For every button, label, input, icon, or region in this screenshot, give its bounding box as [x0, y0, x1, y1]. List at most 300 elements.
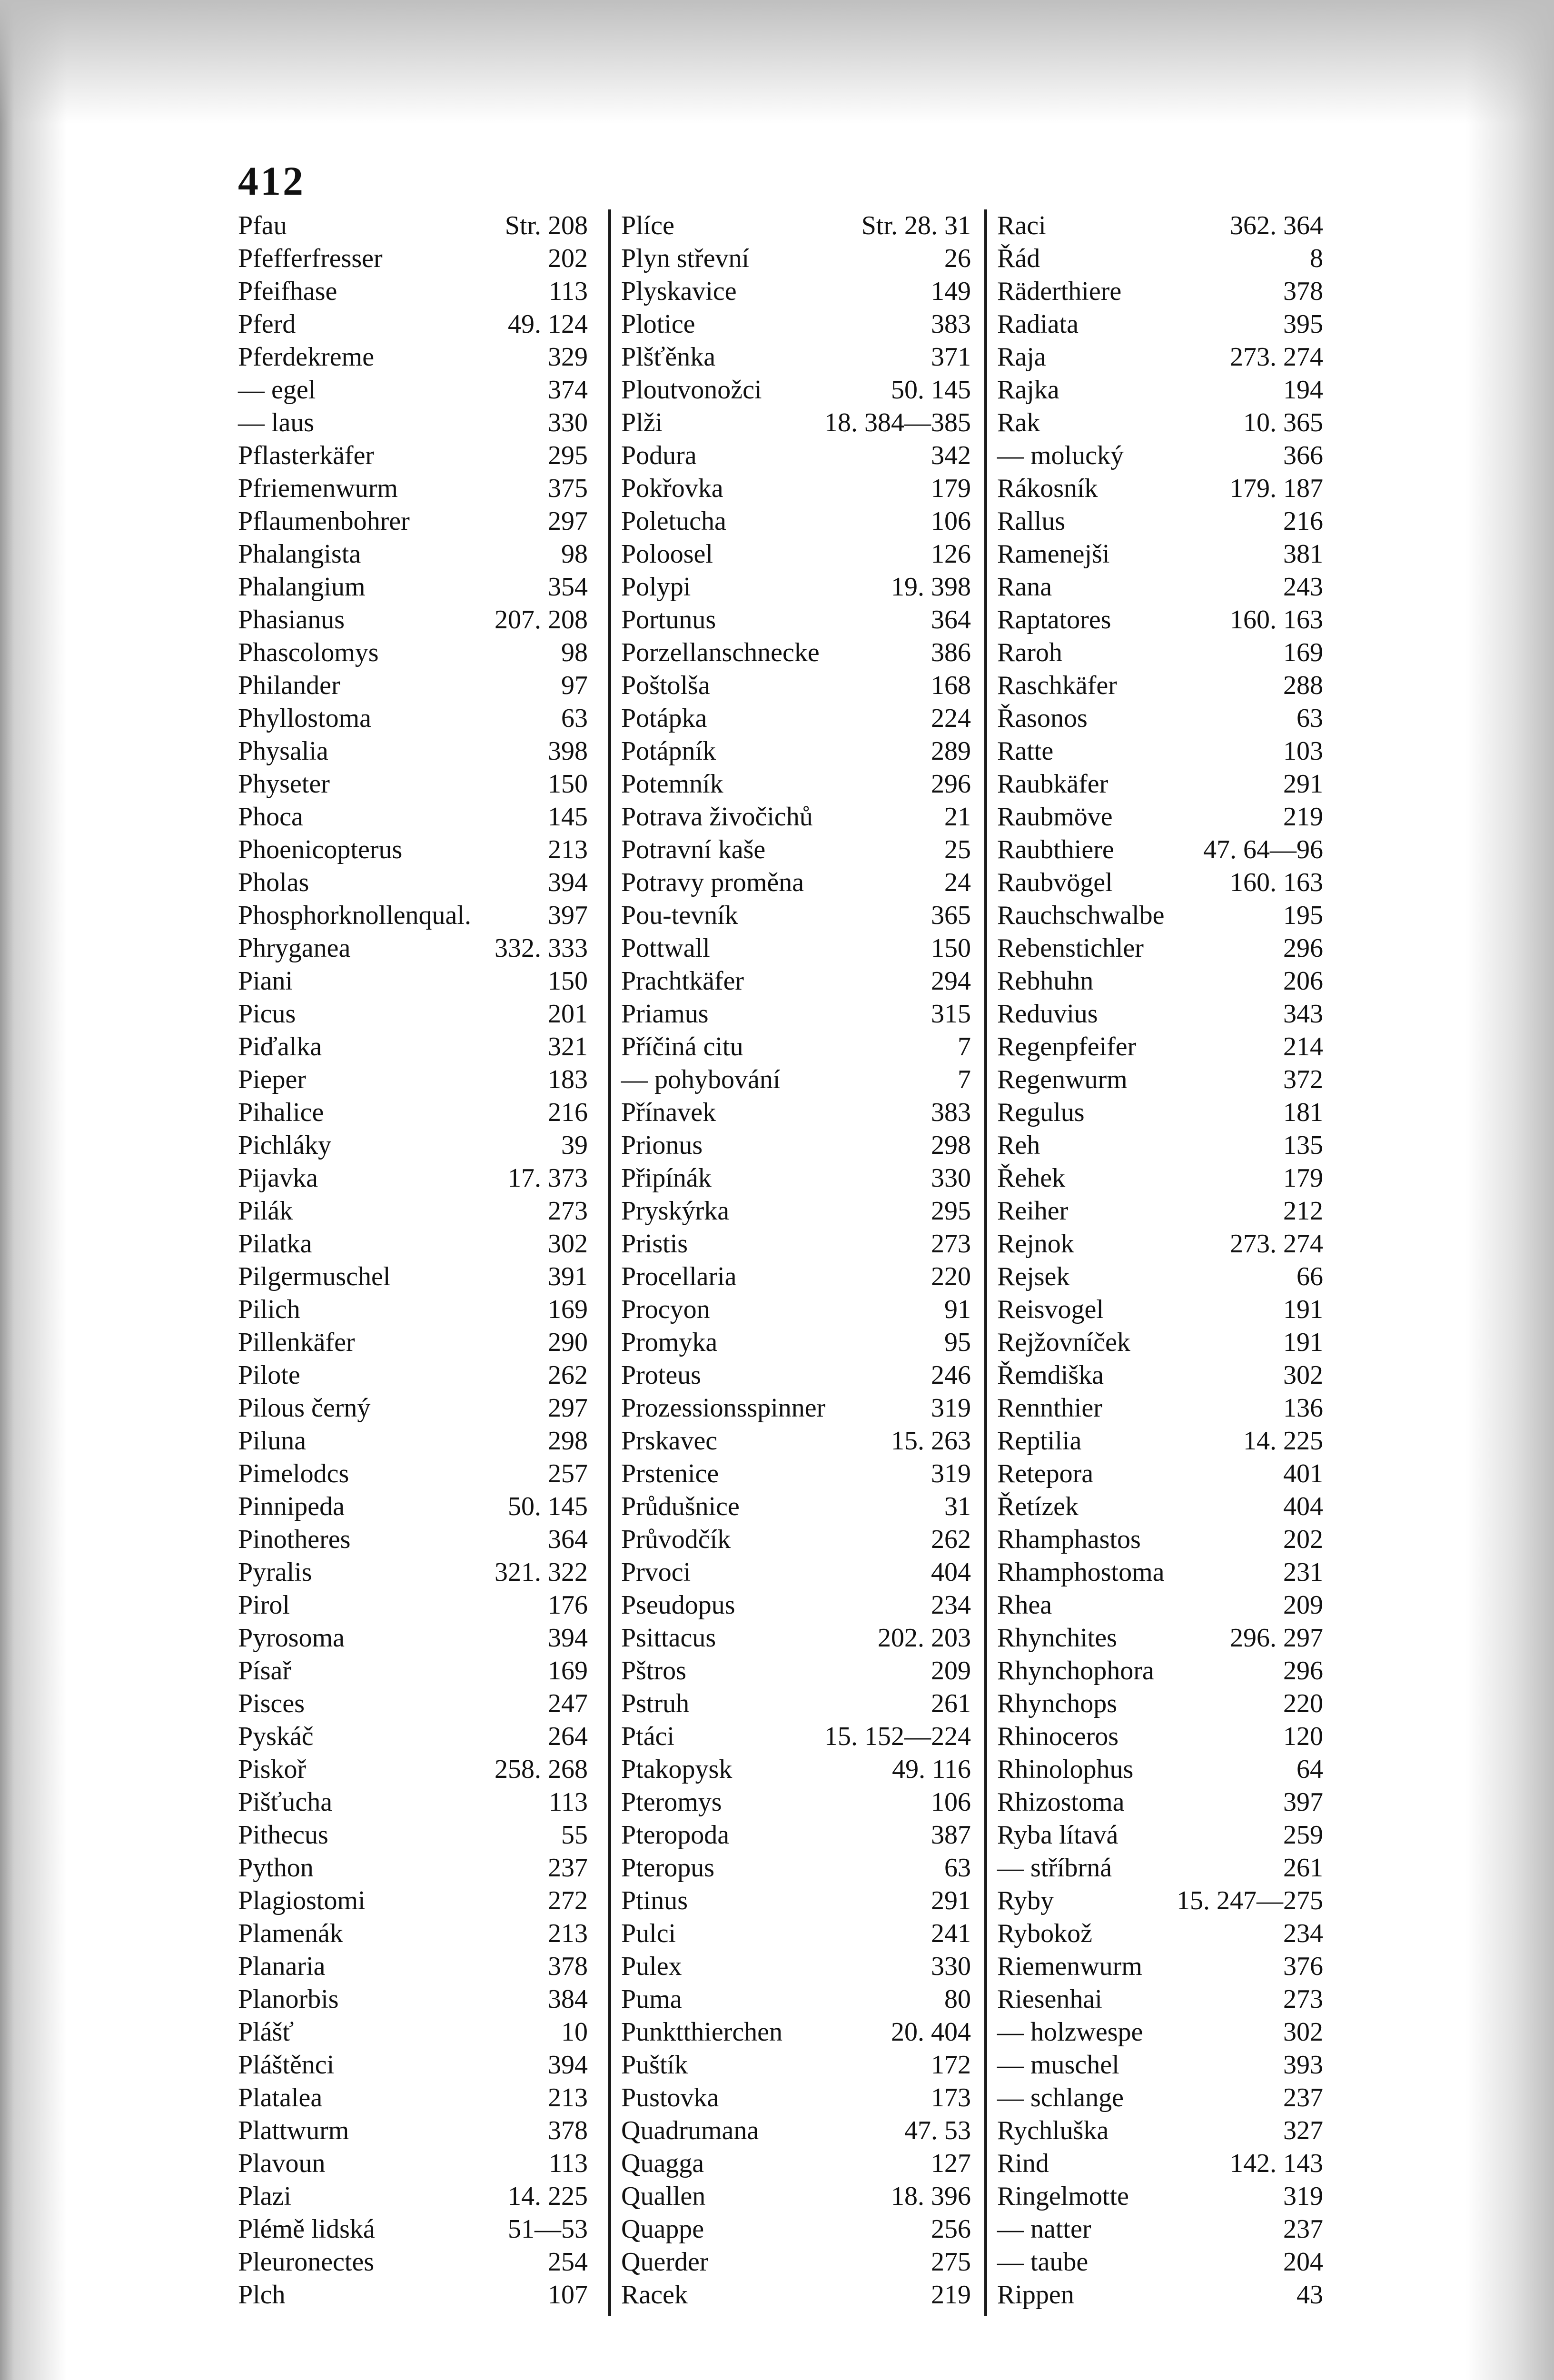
entry-term: Pilák	[238, 1196, 293, 1226]
index-entry	[621, 341, 971, 374]
index-entry	[621, 1228, 971, 1260]
entry-pages: 273. 274	[1230, 1229, 1323, 1259]
entry-pages: 55	[561, 1820, 588, 1850]
index-entry	[997, 1425, 1323, 1458]
entry-pages: 319	[1283, 2182, 1323, 2211]
entry-term: Rychluška	[997, 2116, 1109, 2145]
entry-term: Řehek	[997, 1163, 1066, 1193]
index-entry	[238, 571, 588, 604]
entry-pages: 378	[548, 2116, 588, 2145]
index-entry	[997, 1096, 1323, 1129]
entry-term: Python	[238, 1853, 314, 1883]
index-entry	[238, 1228, 588, 1260]
index-entry	[997, 833, 1323, 866]
index-entry	[621, 2279, 971, 2311]
entry-term: Physalia	[238, 736, 328, 766]
index-entry	[238, 1983, 588, 2016]
entry-pages: 113	[549, 277, 588, 306]
index-entry	[997, 1622, 1323, 1655]
index-entry	[621, 2082, 971, 2114]
entry-term: Pokřovka	[621, 474, 723, 503]
entry-term: — egel	[238, 375, 316, 405]
index-column-3	[997, 209, 1323, 2316]
entry-term: Raubthiere	[997, 835, 1114, 864]
entry-term: Rejnok	[997, 1229, 1074, 1259]
index-entry	[238, 801, 588, 833]
entry-term: Pteropoda	[621, 1820, 730, 1850]
index-entry	[997, 965, 1323, 998]
entry-term: Riesenhai	[997, 1984, 1102, 2014]
index-entry	[997, 1556, 1323, 1589]
entry-pages: 330	[931, 1952, 971, 1981]
column-divider	[984, 209, 987, 2316]
index-entry	[621, 1425, 971, 1458]
entry-term: Pottwall	[621, 933, 710, 963]
entry-pages: 295	[931, 1196, 971, 1226]
index-entry	[621, 1753, 971, 1786]
entry-term: Riemenwurm	[997, 1952, 1142, 1981]
entry-pages: 273	[931, 1229, 971, 1259]
entry-pages: 194	[1283, 375, 1323, 405]
entry-pages: 17. 373	[508, 1163, 588, 1193]
entry-pages: 264	[548, 1722, 588, 1751]
index-entry	[238, 669, 588, 702]
index-entry	[238, 1884, 588, 1917]
entry-term: Pihalice	[238, 1098, 324, 1127]
index-entry	[997, 538, 1323, 571]
index-entry	[621, 407, 971, 439]
index-entry	[621, 669, 971, 702]
entry-term: Plamenák	[238, 1919, 343, 1948]
entry-term: Plíce	[621, 211, 674, 240]
index-entry	[238, 604, 588, 636]
page-number: 412	[238, 158, 305, 204]
entry-pages: Str. 208	[505, 211, 588, 240]
entry-term: Ptakopysk	[621, 1755, 732, 1784]
entry-pages: 294	[931, 966, 971, 996]
index-entry	[621, 2016, 971, 2049]
entry-pages: 302	[1283, 1360, 1323, 1390]
entry-pages: 375	[548, 474, 588, 503]
entry-pages: 404	[931, 1557, 971, 1587]
entry-pages: 50. 145	[891, 375, 971, 405]
entry-pages: 330	[548, 408, 588, 437]
entry-pages: 26	[944, 244, 971, 273]
entry-term: Phasianus	[238, 605, 345, 635]
entry-term: Polypi	[621, 572, 691, 602]
entry-pages: 261	[1283, 1853, 1323, 1883]
index-entry	[621, 2180, 971, 2213]
entry-term: Pyskáč	[238, 1722, 314, 1751]
entry-pages: 381	[1283, 539, 1323, 569]
entry-pages: 43	[1297, 2280, 1323, 2310]
index-entry	[238, 1786, 588, 1819]
index-entry	[621, 1983, 971, 2016]
index-entry	[621, 801, 971, 833]
index-entry	[621, 1195, 971, 1228]
entry-term: Potravy proměna	[621, 868, 804, 897]
index-entry	[997, 2114, 1323, 2147]
entry-term: Räderthiere	[997, 277, 1122, 306]
entry-term: Rhynchophora	[997, 1656, 1154, 1686]
entry-pages: 365	[931, 901, 971, 930]
entry-pages: 224	[931, 704, 971, 733]
index-entry	[238, 341, 588, 374]
entry-pages: 401	[1283, 1459, 1323, 1488]
entry-pages: 273	[1283, 1984, 1323, 2014]
entry-pages: 321. 322	[495, 1557, 588, 1587]
entry-term: Pinotheres	[238, 1525, 351, 1554]
index-entry	[238, 636, 588, 669]
index-entry	[238, 768, 588, 801]
entry-term: Priamus	[621, 999, 709, 1029]
index-entry	[238, 1260, 588, 1293]
entry-pages: 191	[1283, 1328, 1323, 1357]
entry-term: Picus	[238, 999, 296, 1029]
index-entry	[621, 1556, 971, 1589]
index-entry	[621, 374, 971, 407]
entry-pages: 315	[931, 999, 971, 1029]
index-entry	[238, 2147, 588, 2180]
entry-term: Platalea	[238, 2083, 323, 2112]
entry-term: Rajka	[997, 375, 1059, 405]
entry-term: Proteus	[621, 1360, 701, 1390]
entry-term: Piďalka	[238, 1032, 322, 1061]
entry-pages: 15. 263	[891, 1426, 971, 1456]
entry-term: Pholas	[238, 868, 309, 897]
entry-pages: 302	[1283, 2017, 1323, 2047]
entry-term: Phalangista	[238, 539, 361, 569]
index-entry	[238, 833, 588, 866]
entry-term: Poštolša	[621, 671, 710, 700]
index-entry	[997, 1129, 1323, 1162]
entry-pages: 209	[931, 1656, 971, 1686]
entry-term: Potravní kaše	[621, 835, 766, 864]
entry-term: Pyralis	[238, 1557, 312, 1587]
index-entry	[238, 965, 588, 998]
entry-pages: 168	[931, 671, 971, 700]
index-entry	[621, 1031, 971, 1063]
entry-term: Piani	[238, 966, 293, 996]
index-entry	[238, 1720, 588, 1753]
entry-pages: 216	[1283, 506, 1323, 536]
index-entry	[997, 1950, 1323, 1983]
entry-term: — pohybování	[621, 1065, 781, 1094]
entry-term: Pulci	[621, 1919, 676, 1948]
index-entry	[621, 1490, 971, 1523]
entry-pages: 10. 365	[1243, 408, 1323, 437]
entry-term: Pferd	[238, 309, 296, 339]
index-entry	[621, 1655, 971, 1687]
index-entry	[997, 1228, 1323, 1260]
index-entry	[997, 998, 1323, 1031]
index-entry	[238, 505, 588, 538]
entry-pages: 395	[1283, 309, 1323, 339]
index-entry	[621, 1063, 971, 1096]
index-entry	[238, 866, 588, 899]
entry-term: Rhamphostoma	[997, 1557, 1165, 1587]
entry-pages: 80	[944, 1984, 971, 2014]
index-entry	[997, 1884, 1323, 1917]
entry-pages: 364	[931, 605, 971, 635]
entry-term: Promyka	[621, 1328, 718, 1357]
entry-pages: 378	[1283, 277, 1323, 306]
entry-pages: 8	[1310, 244, 1323, 273]
index-entry	[238, 1917, 588, 1950]
entry-term: Porzellanschnecke	[621, 638, 820, 667]
entry-term: Regenpfeifer	[997, 1032, 1137, 1061]
entry-term: Pfriemenwurm	[238, 474, 398, 503]
entry-pages: 241	[931, 1919, 971, 1948]
entry-pages: 372	[1283, 1065, 1323, 1094]
entry-term: Rennthier	[997, 1393, 1102, 1423]
entry-term: — taube	[997, 2247, 1089, 2277]
index-entry	[621, 1852, 971, 1884]
entry-pages: 219	[931, 2280, 971, 2310]
index-entry	[621, 965, 971, 998]
index-entry	[997, 1655, 1323, 1687]
index-entry	[621, 636, 971, 669]
entry-term: Ploutvonožci	[621, 375, 762, 405]
index-entry	[621, 1622, 971, 1655]
entry-term: Ringelmotte	[997, 2182, 1129, 2211]
index-entry	[238, 932, 588, 965]
entry-pages: 384	[548, 1984, 588, 2014]
index-entry	[997, 1293, 1323, 1326]
entry-pages: 120	[1283, 1722, 1323, 1751]
entry-pages: 374	[548, 375, 588, 405]
entry-term: Rhea	[997, 1590, 1052, 1620]
entry-term: Příčiná citu	[621, 1032, 743, 1061]
entry-pages: 261	[931, 1689, 971, 1718]
index-entry	[997, 636, 1323, 669]
entry-pages: Str. 28. 31	[861, 211, 971, 240]
entry-term: Pijavka	[238, 1163, 318, 1193]
entry-term: Planaria	[238, 1952, 326, 1981]
index-entry	[621, 1129, 971, 1162]
index-entry	[238, 1392, 588, 1425]
index-entry	[997, 1720, 1323, 1753]
entry-pages: 173	[931, 2083, 971, 2112]
entry-term: Ryby	[997, 1886, 1054, 1915]
index-entry	[997, 242, 1323, 275]
entry-term: Pferdekreme	[238, 342, 375, 372]
entry-term: Ptáci	[621, 1722, 674, 1751]
index-entry	[238, 1162, 588, 1195]
index-entry	[997, 2180, 1323, 2213]
entry-term: Pinnipeda	[238, 1492, 345, 1521]
index-entry	[621, 308, 971, 341]
entry-term: Reh	[997, 1130, 1040, 1160]
index-entry	[621, 2049, 971, 2082]
entry-pages: 160. 163	[1230, 605, 1323, 635]
entry-pages: 234	[1283, 1919, 1323, 1948]
entry-pages: 213	[548, 2083, 588, 2112]
index-entry	[997, 801, 1323, 833]
entry-term: Raja	[997, 342, 1046, 372]
index-entry	[997, 866, 1323, 899]
entry-pages: 398	[548, 736, 588, 766]
index-entry	[621, 1720, 971, 1753]
index-entry	[238, 998, 588, 1031]
index-entry	[621, 1096, 971, 1129]
entry-pages: 330	[931, 1163, 971, 1193]
entry-term: Raptatores	[997, 605, 1111, 635]
index-entry	[997, 1523, 1323, 1556]
entry-pages: 288	[1283, 671, 1323, 700]
entry-pages: 404	[1283, 1492, 1323, 1521]
entry-pages: 213	[548, 1919, 588, 1948]
index-entry	[621, 1819, 971, 1852]
entry-term: — natter	[997, 2214, 1091, 2244]
index-entry	[997, 439, 1323, 472]
column-divider	[608, 209, 611, 2316]
entry-pages: 256	[931, 2214, 971, 2244]
entry-term: Plotice	[621, 309, 695, 339]
entry-term: Portunus	[621, 605, 716, 635]
entry-term: Raschkäfer	[997, 671, 1117, 700]
entry-term: Quagga	[621, 2149, 704, 2178]
entry-term: Pustovka	[621, 2083, 719, 2112]
index-entry	[238, 1195, 588, 1228]
entry-term: Řasonos	[997, 704, 1088, 733]
entry-pages: 14. 225	[508, 2182, 588, 2211]
entry-term: Rejsek	[997, 1262, 1070, 1291]
entry-pages: 237	[1283, 2214, 1323, 2244]
index-entry	[997, 768, 1323, 801]
entry-term: Plémě lidská	[238, 2214, 375, 2244]
index-entry	[621, 1458, 971, 1490]
index-entry	[997, 1753, 1323, 1786]
entry-pages: 107	[548, 2280, 588, 2310]
entry-pages: 176	[548, 1590, 588, 1620]
index-entry	[238, 472, 588, 505]
index-entry	[621, 604, 971, 636]
index-entry	[997, 374, 1323, 407]
entry-pages: 273. 274	[1230, 342, 1323, 372]
entry-pages: 296. 297	[1230, 1623, 1323, 1653]
index-entry	[238, 1753, 588, 1786]
entry-pages: 327	[1283, 2116, 1323, 2145]
entry-term: Piluna	[238, 1426, 307, 1456]
index-entry	[997, 1326, 1323, 1359]
entry-term: Řád	[997, 244, 1040, 273]
entry-term: Pláštěnci	[238, 2050, 335, 2080]
index-entry	[238, 1950, 588, 1983]
entry-term: Pisces	[238, 1689, 305, 1718]
entry-pages: 169	[548, 1656, 588, 1686]
entry-pages: 383	[931, 1098, 971, 1127]
entry-term: Pstruh	[621, 1689, 690, 1718]
entry-pages: 18. 396	[891, 2182, 971, 2211]
index-entry	[621, 1162, 971, 1195]
entry-pages: 209	[1283, 1590, 1323, 1620]
entry-pages: 7	[958, 1032, 971, 1061]
index-entry	[238, 735, 588, 768]
entry-term: Pimelodcs	[238, 1459, 349, 1488]
entry-term: Prachtkäfer	[621, 966, 744, 996]
entry-term: Rejžovníček	[997, 1328, 1130, 1357]
entry-pages: 257	[548, 1459, 588, 1488]
entry-pages: 47. 64—96	[1203, 835, 1323, 864]
index-entry	[997, 1031, 1323, 1063]
entry-term: Rhinolophus	[997, 1755, 1134, 1784]
index-entry	[238, 1819, 588, 1852]
entry-pages: 202	[548, 244, 588, 273]
index-entry	[238, 2180, 588, 2213]
index-entry	[621, 1359, 971, 1392]
entry-pages: 298	[931, 1130, 971, 1160]
entry-term: Raci	[997, 211, 1046, 240]
index-entry	[238, 1523, 588, 1556]
entry-pages: 150	[548, 769, 588, 799]
entry-pages: 394	[548, 2050, 588, 2080]
index-entry	[997, 604, 1323, 636]
entry-term: Pleuronectes	[238, 2247, 375, 2277]
index-entry	[997, 735, 1323, 768]
index-entry	[621, 209, 971, 242]
entry-pages: 207. 208	[495, 605, 588, 635]
entry-term: Rhinoceros	[997, 1722, 1119, 1751]
entry-pages: 18. 384—385	[824, 408, 971, 437]
index-entry	[238, 702, 588, 735]
entry-pages: 237	[548, 1853, 588, 1883]
entry-pages: 319	[931, 1459, 971, 1488]
index-entry	[621, 735, 971, 768]
index-entry	[238, 538, 588, 571]
index-entry	[997, 1917, 1323, 1950]
entry-pages: 296	[1283, 933, 1323, 963]
index-entry	[621, 275, 971, 308]
entry-pages: 206	[1283, 966, 1323, 996]
entry-term: Písař	[238, 1656, 291, 1686]
index-entry	[621, 768, 971, 801]
entry-pages: 297	[548, 1393, 588, 1423]
index-entry	[238, 1458, 588, 1490]
entry-term: Plyn střevní	[621, 244, 750, 273]
entry-term: Phosphorknollenqual.	[238, 901, 471, 930]
index-entry	[997, 1162, 1323, 1195]
index-entry	[997, 1589, 1323, 1622]
entry-term: Reisvogel	[997, 1295, 1104, 1324]
entry-term: Pflaumenbohrer	[238, 506, 410, 536]
entry-pages: 204	[1283, 2247, 1323, 2277]
index-entry	[997, 1260, 1323, 1293]
entry-pages: 24	[944, 868, 971, 897]
index-entry	[621, 1326, 971, 1359]
index-entry	[997, 341, 1323, 374]
entry-pages: 150	[931, 933, 971, 963]
entry-term: Pieper	[238, 1065, 307, 1094]
entry-pages: 126	[931, 539, 971, 569]
index-entry	[621, 242, 971, 275]
entry-pages: 220	[1283, 1689, 1323, 1718]
index-entry	[238, 1687, 588, 1720]
entry-pages: 290	[548, 1328, 588, 1357]
entry-term: Puma	[621, 1984, 682, 2014]
entry-pages: 254	[548, 2247, 588, 2277]
index-entry	[997, 407, 1323, 439]
entry-term: Pirol	[238, 1590, 290, 1620]
entry-term: Potápník	[621, 736, 716, 766]
entry-pages: 39	[561, 1130, 588, 1160]
entry-term: Pyrosoma	[238, 1623, 345, 1653]
entry-term: Prionus	[621, 1130, 703, 1160]
index-entry	[621, 702, 971, 735]
entry-term: Planorbis	[238, 1984, 339, 2014]
index-entry	[621, 472, 971, 505]
entry-term: Rauchschwalbe	[997, 901, 1165, 930]
